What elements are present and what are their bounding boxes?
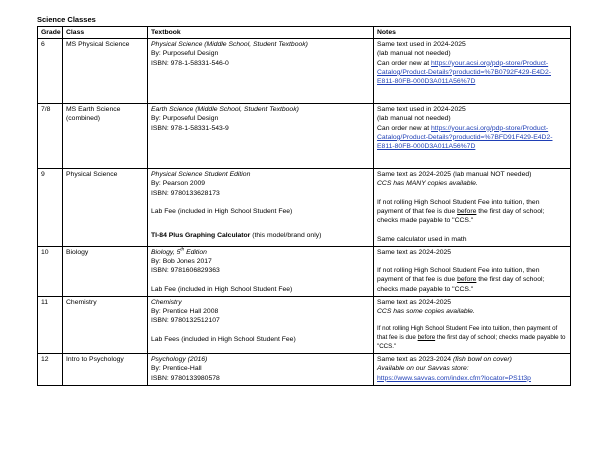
grade-cell: 12	[38, 354, 63, 386]
calculator-model: TI-84 Plus Graphing Calculator	[151, 232, 251, 240]
textbook-cell	[148, 296, 374, 353]
notes-cell	[374, 104, 571, 169]
order-link[interactable]: https://your.acsi.org/pdp-store/Product-Catalog/Product-Details?productid=%7BFD91F429-E4D2-E811-80FB-000D3A011A56%7D	[377, 124, 553, 151]
table-row	[38, 296, 571, 353]
class-cell: Physical Science	[63, 169, 148, 247]
book-title-sup: th	[180, 246, 185, 252]
book-title	[151, 248, 370, 257]
header-class: Class	[63, 27, 148, 39]
book-title: Physical Science (Middle School, Student Textbook)	[151, 41, 308, 49]
book-title: Psychology (2016)	[151, 356, 208, 364]
grade-cell: 7/8	[38, 104, 63, 169]
table-row	[38, 169, 571, 247]
note-line	[377, 355, 567, 364]
note-line: Same text as 2024-2025 (lab manual NOT needed)	[377, 171, 532, 179]
notes-cell	[374, 296, 571, 353]
fee-note-text: If not rolling High School Student Fee into tuition, then payment of that fee is due	[377, 267, 540, 284]
notes-cell	[374, 246, 571, 296]
note-line: Same calculator used in math	[377, 235, 467, 243]
book-publisher: By: Pearson 2009	[151, 180, 206, 188]
textbook-cell	[148, 354, 374, 386]
note-line	[377, 59, 567, 87]
lab-fee: Lab Fees (included in High School Student Fee)	[151, 335, 296, 343]
order-link[interactable]: https://your.acsi.org/pdp-store/Product-Catalog/Product-Details?productid=%7B0792F429-E4D2-E811-80FB-000D3A011A56%7D	[377, 59, 551, 86]
textbook-cell	[148, 39, 374, 104]
notes-cell	[374, 169, 571, 247]
note-prefix: Can order new at	[377, 124, 432, 132]
class-note: (combined)	[66, 115, 100, 123]
class-cell: Intro to Psychology	[63, 354, 148, 386]
fee-note-emphasis: before	[457, 208, 477, 215]
note-line: (lab manual not needed)	[377, 50, 451, 58]
fee-note-emphasis: before	[457, 276, 477, 284]
section-title: Science Classes	[37, 15, 96, 24]
fee-note-text: the first day of school; checks made payable to "CCS."	[377, 333, 566, 350]
note-text: Same text as 2023-2024	[377, 356, 453, 364]
book-publisher: By: Prentice Hall 2008	[151, 308, 219, 315]
calculator-line	[151, 231, 370, 240]
book-publisher: By: Purposeful Design	[151, 115, 219, 123]
savvas-link[interactable]: https://www.savvas.com/index.cfm?locator=PS1t3p	[377, 374, 531, 382]
class-cell: Biology	[63, 246, 148, 296]
fee-note	[377, 266, 567, 294]
textbook-cell	[148, 246, 374, 296]
book-isbn: ISBN: 9781606829363	[151, 267, 220, 275]
book-isbn: ISBN: 9780133980578	[151, 374, 220, 382]
book-title: Chemistry	[151, 298, 182, 306]
note-line: Same text used in 2024-2025	[377, 41, 466, 49]
header-grade: Grade	[38, 27, 63, 39]
book-title-text: Edition	[184, 248, 207, 256]
note-line: CCS has some copies available.	[377, 308, 475, 315]
header-textbook: Textbook	[148, 27, 374, 39]
lab-fee: Lab Fee (included in High School Student Fee)	[151, 208, 293, 215]
fee-note	[377, 325, 567, 351]
fee-note-text: the first day of school; checks made payable to "CCS."	[377, 276, 545, 293]
note-prefix: Can order new at	[377, 59, 432, 67]
notes-cell	[374, 39, 571, 104]
note-line: Same text as 2024-2025	[377, 298, 452, 306]
table-row	[38, 354, 571, 386]
note-line	[377, 374, 567, 383]
note-line: Same text used in 2024-2025	[377, 106, 466, 114]
fee-note	[377, 198, 567, 226]
class-cell: Chemistry	[63, 296, 148, 353]
book-isbn: ISBN: 978-1-58331-546-0	[151, 59, 229, 67]
note-line: Available on our Savvas store:	[377, 365, 469, 373]
notes-cell	[374, 354, 571, 386]
note-text-italic: (fish bowl on cover)	[452, 356, 512, 364]
grade-cell: 6	[38, 39, 63, 104]
note-line	[377, 124, 567, 152]
book-publisher: By: Prentice-Hall	[151, 365, 202, 373]
note-line: Same text as 2024-2025	[377, 248, 452, 256]
class-cell: MS Physical Science	[63, 39, 148, 104]
book-title: Physical Science Student Edition	[151, 171, 251, 179]
book-isbn: ISBN: 9780132512107	[151, 317, 220, 325]
book-publisher: By: Bob Jones 2017	[151, 258, 212, 265]
fee-note-text: the first day of school; checks made payable to "CCS."	[377, 208, 545, 225]
class-cell	[63, 104, 148, 169]
table-row	[38, 39, 571, 104]
book-title-text: Biology, 5	[151, 248, 181, 256]
textbook-cell	[148, 169, 374, 247]
note-line: CCS has MANY copies available.	[377, 180, 478, 188]
table-row	[38, 104, 571, 169]
lab-fee: Lab Fee (included in High School Student Fee)	[151, 285, 293, 293]
book-isbn: ISBN: 978-1-58331-543-9	[151, 124, 229, 132]
note-line: (lab manual not needed)	[377, 115, 451, 123]
fee-note-text: If not rolling High School Student Fee into tuition, then payment of that fee is due	[377, 198, 540, 215]
science-classes-table	[37, 26, 571, 386]
table-header-row	[38, 27, 571, 39]
book-title: Earth Science (Middle School, Student Textbook)	[151, 106, 299, 114]
textbook-cell	[148, 104, 374, 169]
fee-note-emphasis: before	[417, 333, 436, 341]
grade-cell: 11	[38, 296, 63, 353]
book-isbn: ISBN: 9780133628173	[151, 189, 220, 197]
book-publisher: By: Purposeful Design	[151, 50, 219, 58]
table-row	[38, 246, 571, 296]
calculator-note: (this model/brand only)	[250, 232, 322, 240]
header-notes: Notes	[374, 27, 571, 39]
class-name: MS Earth Science	[66, 106, 121, 114]
grade-cell: 9	[38, 169, 63, 247]
fee-note-text: If not rolling High School Student Fee into tuition, then payment of that fee is due	[377, 325, 558, 341]
grade-cell: 10	[38, 246, 63, 296]
